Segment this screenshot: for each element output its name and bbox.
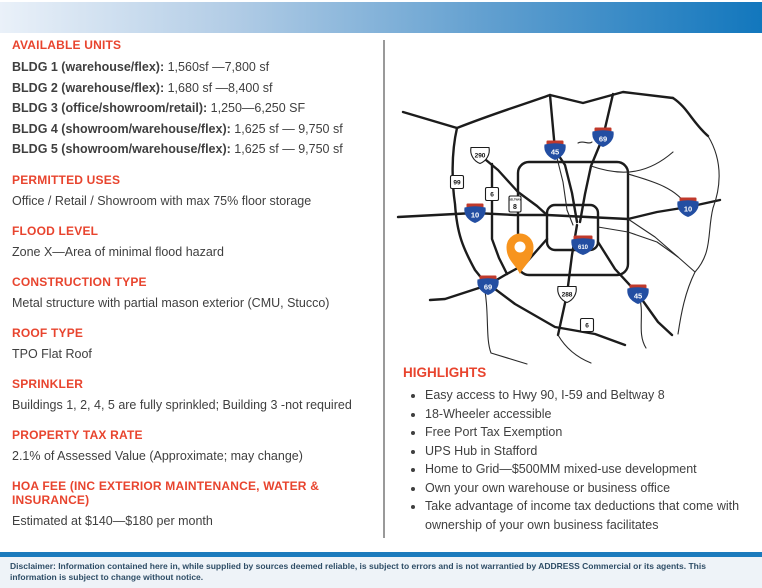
header-gradient-bar <box>0 2 762 33</box>
section-flood-level <box>12 224 377 262</box>
svg-text:45: 45 <box>633 291 643 301</box>
road-thin <box>558 335 591 363</box>
section-body: 2.1% of Assessed Value (Approximate; may change) <box>12 448 303 463</box>
shield-tx6-north <box>486 188 499 201</box>
highlight-item: • Take advantage of income tax deductions that come with ownership of your own business facilitates <box>425 497 755 534</box>
shield-i69-north <box>592 128 613 148</box>
section-sprinkler <box>12 377 377 415</box>
shield-i610 <box>571 236 594 256</box>
unit-label: BLDG 3 (office/showroom/retail): <box>12 101 208 115</box>
svg-text:69: 69 <box>598 134 608 144</box>
section-body: Zone X—Area of minimal flood hazard <box>12 244 224 259</box>
section-heading: ROOF TYPE <box>12 325 84 340</box>
highlight-item: • 18-Wheeler accessible <box>425 405 755 424</box>
shield-i45-south <box>627 285 648 305</box>
unit-value: 1,680 sf —8,400 sf <box>167 80 273 95</box>
svg-text:BELTWAY: BELTWAY <box>508 198 522 202</box>
section-body: Buildings 1, 2, 4, 5 are fully sprinkled; Building 3 -not required <box>12 397 352 412</box>
section-hoa-fee <box>12 479 377 531</box>
road-top <box>457 92 673 128</box>
highway-map-graphic <box>395 82 757 367</box>
shield-beltway8 <box>509 196 522 212</box>
property-details-panel <box>12 38 377 544</box>
unit-line <box>12 57 377 78</box>
section-roof-type <box>12 326 377 364</box>
unit-label: BLDG 2 (warehouse/flex): <box>12 80 165 95</box>
section-heading: HOA FEE (INC EXTERIOR MAINTENANCE, WATER & INSURANCE) <box>12 478 320 507</box>
road-thin <box>678 136 719 334</box>
road <box>673 98 708 136</box>
highlight-item: • Home to Grid—$500MM mixed-use development <box>425 460 755 479</box>
unit-value: 1,625 sf — 9,750 sf <box>234 142 343 156</box>
shield-us288 <box>558 287 577 303</box>
highlight-item: • Free Port Tax Exemption <box>425 423 755 442</box>
unit-line <box>12 119 377 140</box>
section-body: TPO Flat Roof <box>12 346 92 361</box>
svg-text:10: 10 <box>470 210 480 220</box>
road-i10 <box>398 200 720 219</box>
shield-i10-east <box>677 198 698 218</box>
unit-line <box>12 78 377 99</box>
unit-label: BLDG 1 (warehouse/flex): <box>12 60 165 74</box>
unit-line <box>12 139 377 160</box>
unit-value: 1,560sf —7,800 sf <box>167 60 270 74</box>
unit-value: 1,625 sf — 9,750 sf <box>234 121 343 136</box>
svg-text:288: 288 <box>561 291 573 299</box>
disclaimer-text: Disclaimer: Information contained here in, while supplied by sources deemed reliable, is subject to errors and is not warrantied by ADDRESS Commercial or its agents. This information is subject to change without notice. <box>10 561 706 582</box>
section-heading: CONSTRUCTION TYPE <box>12 274 147 289</box>
location-map <box>395 82 757 367</box>
highlights-section <box>403 365 755 534</box>
svg-text:45: 45 <box>550 147 560 157</box>
highlight-item: • Own your own warehouse or business office <box>425 479 755 498</box>
highlights-heading: HIGHLIGHTS <box>403 365 487 380</box>
section-heading: AVAILABLE UNITS <box>12 38 122 52</box>
highlight-item: • Easy access to Hwy 90, I-59 and Beltway 8 <box>425 386 755 405</box>
section-heading: PROPERTY TAX RATE <box>12 427 143 442</box>
shield-i10-west <box>464 204 485 224</box>
unit-label: BLDG 5 (showroom/warehouse/flex): <box>12 142 231 156</box>
road-thin <box>598 227 678 257</box>
svg-text:6: 6 <box>490 191 494 199</box>
unit-label: BLDG 4 (showroom/warehouse/flex): <box>12 121 231 136</box>
svg-text:290: 290 <box>474 152 486 160</box>
shield-i69-south <box>477 276 498 296</box>
section-available-units <box>12 38 377 160</box>
unit-line <box>12 98 377 119</box>
unit-value: 1,250—6,250 SF <box>210 101 306 115</box>
section-body: Estimated at $140—$180 per month <box>12 513 213 528</box>
shield-i45-north <box>544 141 565 161</box>
section-heading: SPRINKLER <box>12 376 84 391</box>
section-permitted-uses <box>12 173 377 211</box>
highlight-item: • UPS Hub in Stafford <box>425 442 755 461</box>
section-construction-type <box>12 275 377 313</box>
road-tx6 <box>492 164 507 274</box>
svg-text:8: 8 <box>513 204 517 211</box>
road-bottom <box>483 280 625 345</box>
shield-tx6-south <box>581 319 594 332</box>
svg-text:610: 610 <box>577 245 589 251</box>
shield-tx99 <box>451 176 464 189</box>
highlights-list <box>403 386 755 534</box>
road-thin <box>578 142 592 143</box>
svg-text:6: 6 <box>585 322 589 330</box>
section-property-tax-rate <box>12 428 377 466</box>
road <box>403 112 457 128</box>
svg-text:99: 99 <box>453 179 461 187</box>
svg-text:10: 10 <box>683 204 693 214</box>
section-body: Metal structure with partial mason exterior (CMU, Stucco) <box>12 295 330 310</box>
section-heading: PERMITTED USES <box>12 172 121 187</box>
column-divider <box>383 40 385 538</box>
section-body: Office / Retail / Showroom with max 75% floor storage <box>12 193 312 208</box>
svg-text:69: 69 <box>483 282 493 292</box>
footer <box>0 557 762 588</box>
section-heading: FLOOD LEVEL <box>12 223 99 238</box>
road-i69-north <box>580 94 613 222</box>
location-pin <box>507 234 534 275</box>
